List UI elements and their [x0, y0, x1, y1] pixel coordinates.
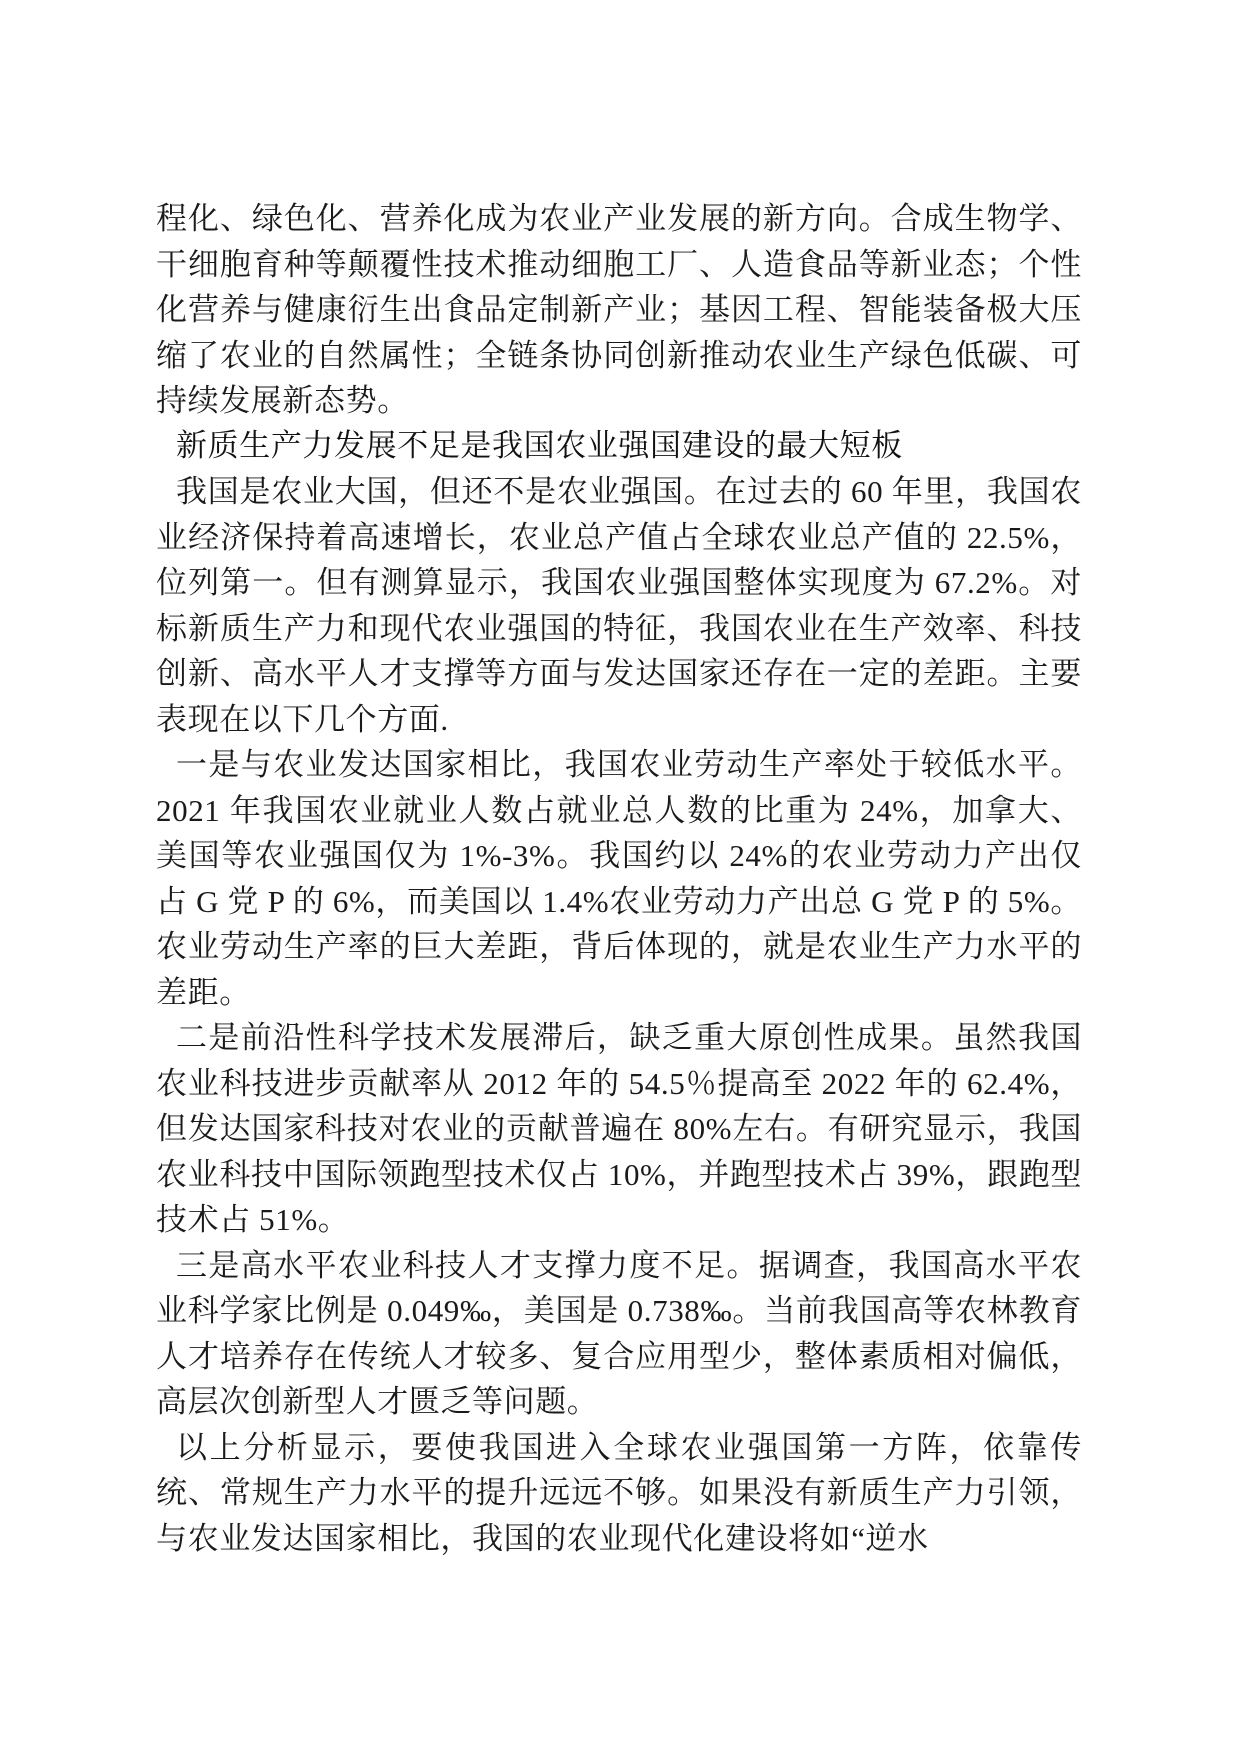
paragraph-continuation: 程化、绿色化、营养化成为农业产业发展的新方向。合成生物学、干细胞育种等颠覆性技术推动细胞工厂、人造食品等新业态；个性化营养与健康衍生出食品定制新产业；基因工程、智能装备极大压缩了农业的自然属性；全链条协同创新推动农业生产绿色低碳、可持续发展新态势。	[156, 201, 1082, 418]
paragraph-conclusion: 以上分析显示，要使我国进入全球农业强国第一方阵，依靠传统、常规生产力水平的提升远远不够。如果没有新质生产力引领，与农业发达国家相比，我国的农业现代化建设将如“逆水	[156, 1429, 1082, 1556]
paragraph-point-two: 二是前沿性科学技术发展滞后，缺乏重大原创性成果。虽然我国农业科技进步贡献率从 2012 年的 54.5％提高至 2022 年的 62.4%，但发达国家科技对农业的贡献普遍在 80%左右。有研究显示，我国农业科技中国际领跑型技术仅占 10%，并跑型技术占 39%，跟跑型技术占 51%。	[156, 1020, 1082, 1237]
paragraph-point-one: 一是与农业发达国家相比，我国农业劳动生产率处于较低水平。2021 年我国农业就业人数占就业总人数的比重为 24%，加拿大、美国等农业强国仅为 1%-3%。我国约以 24%的农业劳动力产出仅占 G 党 P 的 6%，而美国以 1.4%农业劳动力产出总 G 党 P 的 5%。农业劳动生产率的巨大差距，背后体现的，就是农业生产力水平的差距。	[156, 747, 1082, 1010]
paragraph-overview: 我国是农业大国，但还不是农业强国。在过去的 60 年里，我国农业经济保持着高速增长，农业总产值占全球农业总产值的 22.5%，位列第一。但有测算显示，我国农业强国整体实现度为 67.2%。对标新质生产力和现代农业强国的特征，我国农业在生产效率、科技创新、高水平人才支撑等方面与发达国家还存在一定的差距。主要表现在以下几个方面.	[156, 474, 1082, 737]
document-body	[156, 196, 1082, 1561]
section-heading: 新质生产力发展不足是我国农业强国建设的最大短板	[176, 427, 903, 464]
paragraph-point-three: 三是高水平农业科技人才支撑力度不足。据调查，我国高水平农业科学家比例是 0.049‰，美国是 0.738‰。当前我国高等农林教育人才培养存在传统人才较多、复合应用型少，整体素质相对偏低，高层次创新型人才匮乏等问题。	[156, 1247, 1082, 1419]
